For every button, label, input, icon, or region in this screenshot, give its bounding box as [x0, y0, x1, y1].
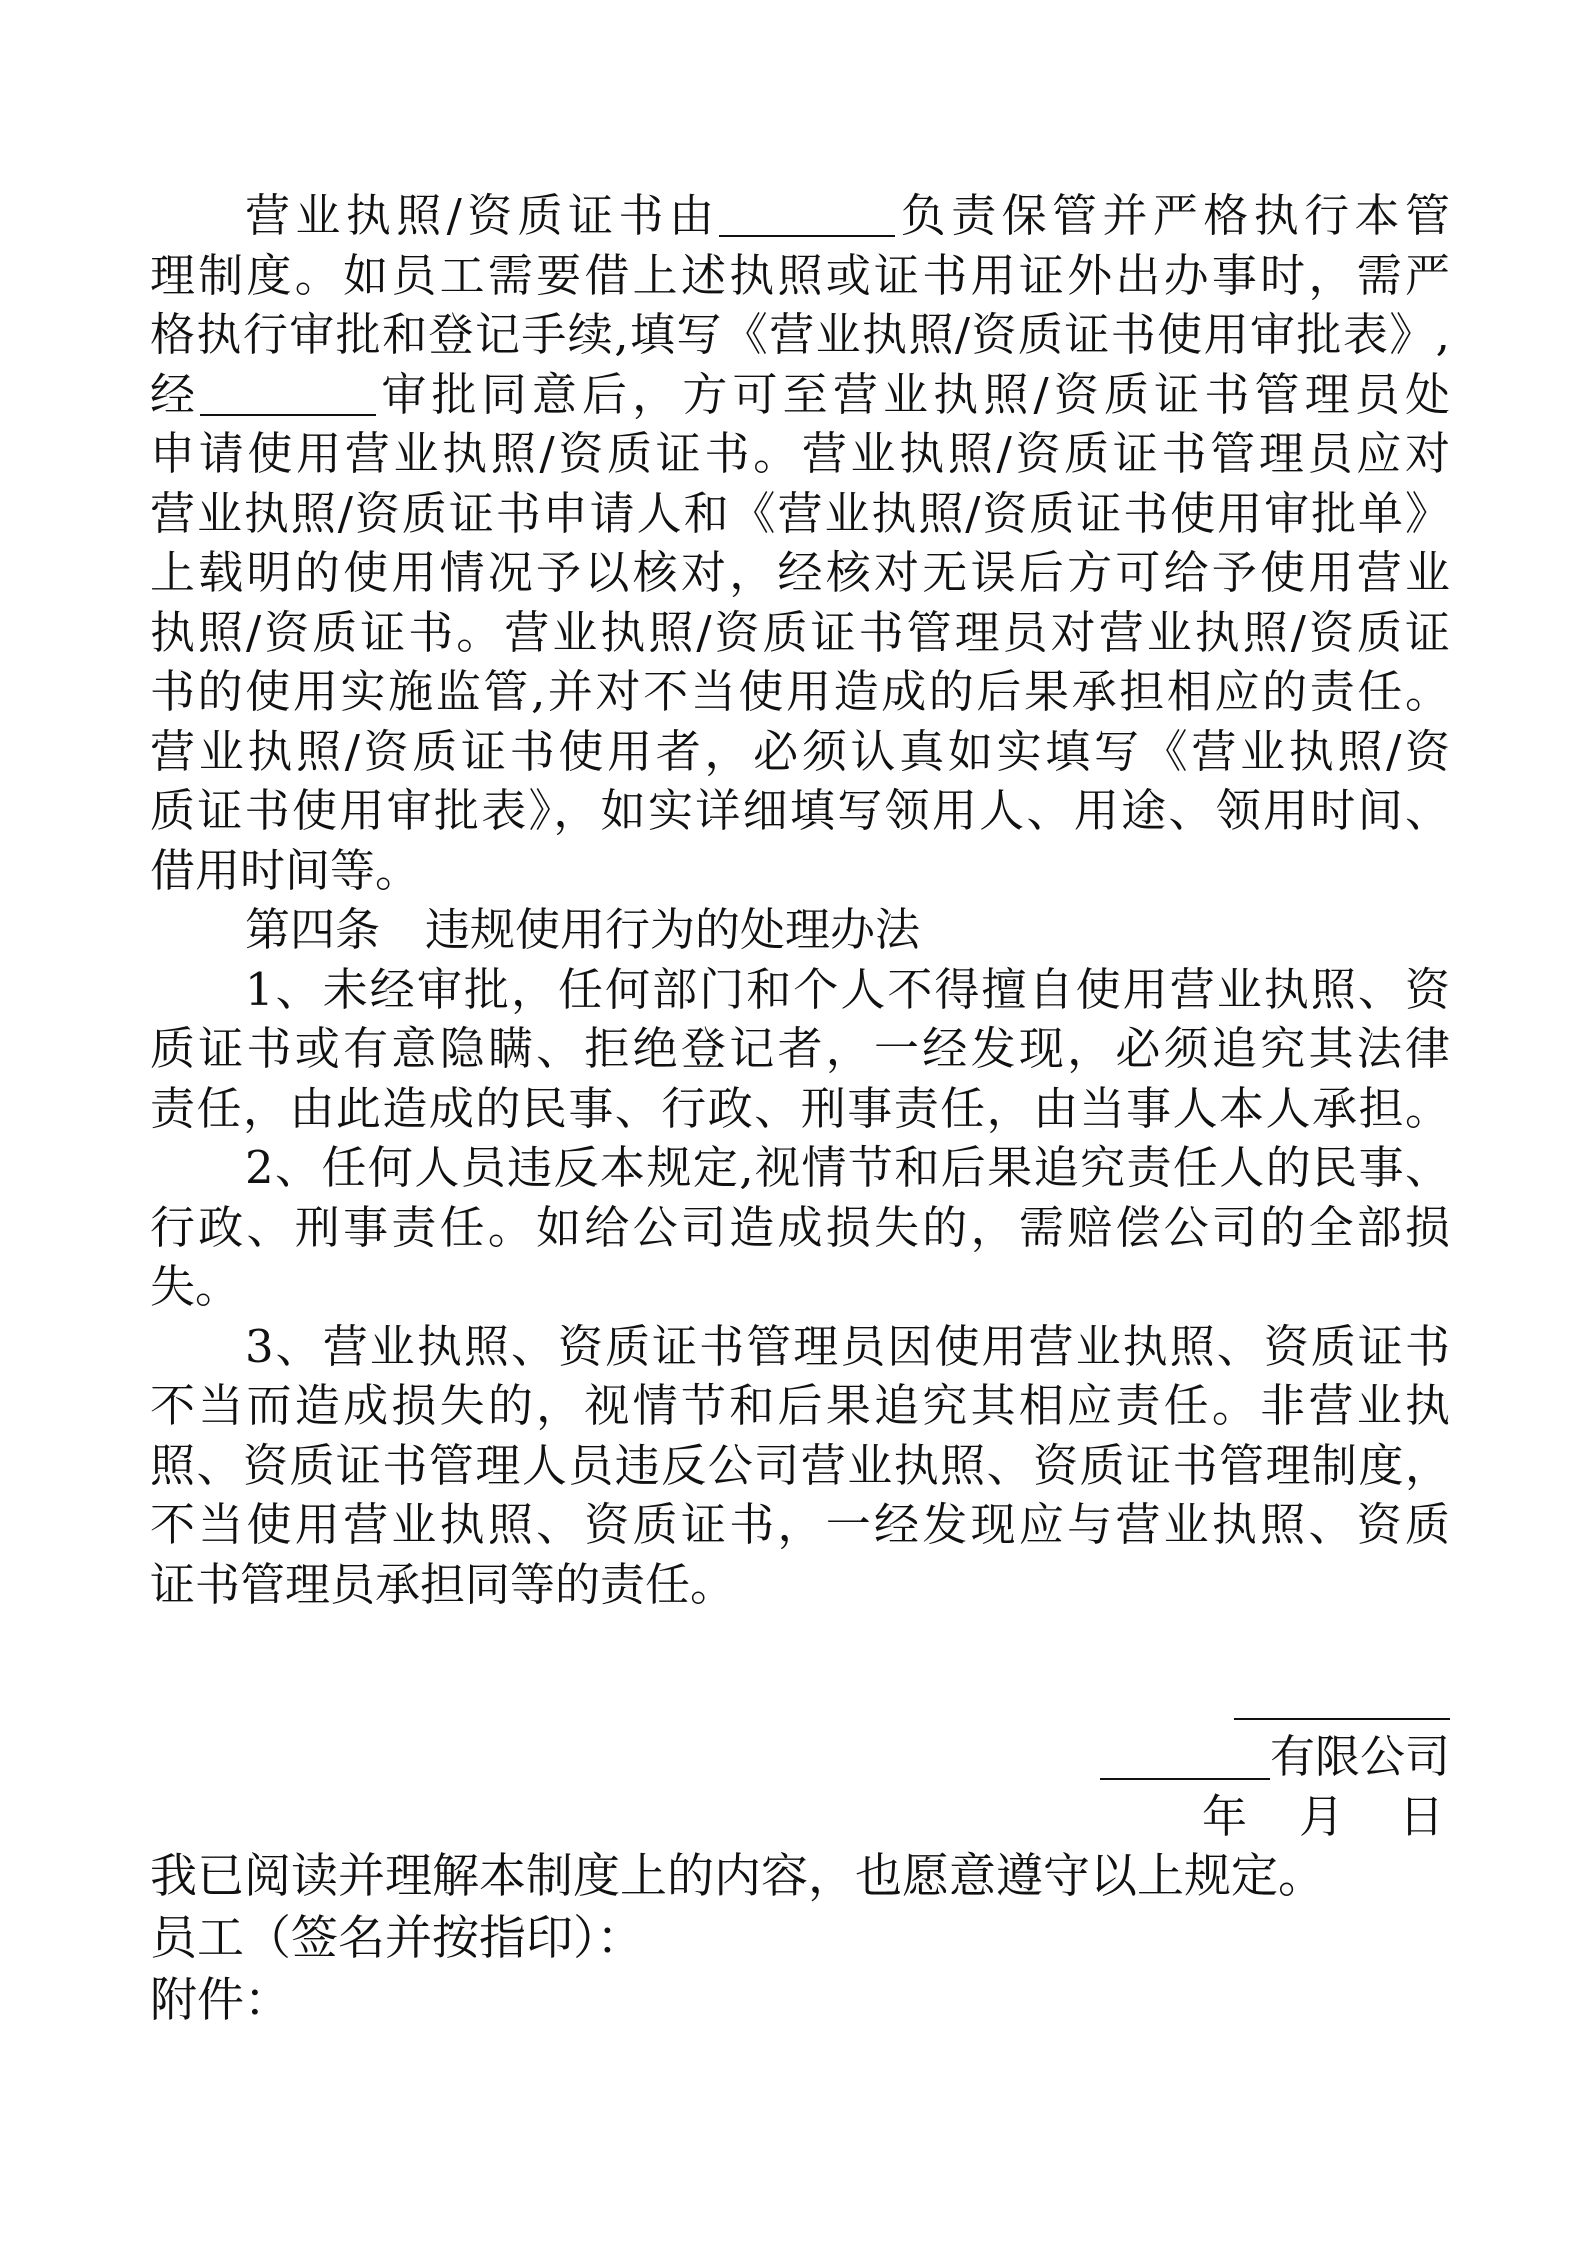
- paragraph-line: 书的使用实施监管,并对不当使用造成的后果承担相应的责任。: [150, 665, 1450, 718]
- item-line: 1、未经审批，任何部门和个人不得擅自使用营业执照、资: [245, 962, 1450, 1016]
- paragraph-line: 格执行审批和登记手续,填写《营业执照/资质证书使用审批表》,: [150, 308, 1450, 361]
- date-day: 日: [1399, 1790, 1445, 1843]
- item-line: 行政、刑事责任。如给公司造成损失的，需赔偿公司的全部损: [150, 1200, 1450, 1254]
- date-month: 月: [1299, 1790, 1345, 1843]
- text-segment: 经: [150, 367, 201, 421]
- paragraph-line: 上载明的使用情况予以核对，经核对无误后方可给予使用营业: [150, 546, 1450, 599]
- item-line: 不当使用营业执照、资质证书，一经发现应与营业执照、资质: [150, 1498, 1450, 1551]
- date-year: 年: [1202, 1790, 1248, 1843]
- document-body: [150, 186, 1450, 1614]
- item-line: 3、营业执照、资质证书管理员因使用营业执照、资质证书: [245, 1319, 1450, 1373]
- item-line: 不当而造成损失的，视情节和后果追究其相应责任。非营业执: [150, 1379, 1450, 1432]
- paragraph-line: 借用时间等。: [150, 843, 421, 897]
- company-signature: [1090, 1727, 1450, 1787]
- paragraph-line: 质证书使用审批表》，如实详细填写领用人、用途、领用时间、: [150, 784, 1450, 837]
- text-segment: 营业执照/资质证书由: [245, 189, 720, 242]
- article-title: 第四条 违规使用行为的处理办法: [245, 903, 921, 956]
- acknowledgement-statement: 我已阅读并理解本制度上的内容，也愿意遵守以上规定。: [150, 1849, 1325, 1904]
- attachment-label: 附件：: [150, 1973, 291, 2028]
- paragraph-line: 理制度。如员工需要借上述执照或证书用证外出办事时，需严: [150, 248, 1450, 302]
- company-suffix: 有限公司: [1269, 1730, 1450, 1783]
- item-line: 2、任何人员违反本规定,视情节和后果追究责任人的民事、: [245, 1141, 1450, 1194]
- text-segment: 审批同意后，方可至营业执照/资质证书管理员处: [376, 367, 1450, 421]
- approver-blank: [200, 374, 376, 416]
- date-line: [1200, 1787, 1450, 1847]
- paragraph-line: 营业执照/资质证书使用者，必须认真如实填写《营业执照/资: [150, 724, 1450, 778]
- signature-rule: [1234, 1718, 1450, 1720]
- item-line: 责任，由此造成的民事、行政、刑事责任，由当事人本人承担。: [150, 1081, 1450, 1135]
- paragraph-line: [150, 186, 1450, 246]
- item-line: 质证书或有意隐瞒、拒绝登记者，一经发现，必须追究其法律: [150, 1022, 1450, 1075]
- paragraph-line: 申请使用营业执照/资质证书。营业执照/资质证书管理员应对: [150, 427, 1450, 480]
- acknowledgement-block: [150, 1846, 1450, 2032]
- item-line: 照、资质证书管理人员违反公司营业执照、资质证书管理制度，: [150, 1438, 1450, 1492]
- paragraph-line: 执照/资质证书。营业执照/资质证书管理员对营业执照/资质证: [150, 605, 1450, 659]
- item-line: 证书管理员承担同等的责任。: [150, 1557, 736, 1611]
- paragraph-line: [150, 365, 1450, 425]
- paragraph-line: 营业执照/资质证书申请人和《营业执照/资质证书使用审批单》: [150, 486, 1450, 540]
- custodian-blank: [719, 195, 895, 237]
- employee-signature-label: 员工（签名并按指印）：: [150, 1911, 644, 1966]
- text-segment: 负责保管并严格执行本管: [895, 189, 1450, 242]
- company-name-blank: [1100, 1734, 1270, 1780]
- item-line: 失。: [150, 1260, 241, 1313]
